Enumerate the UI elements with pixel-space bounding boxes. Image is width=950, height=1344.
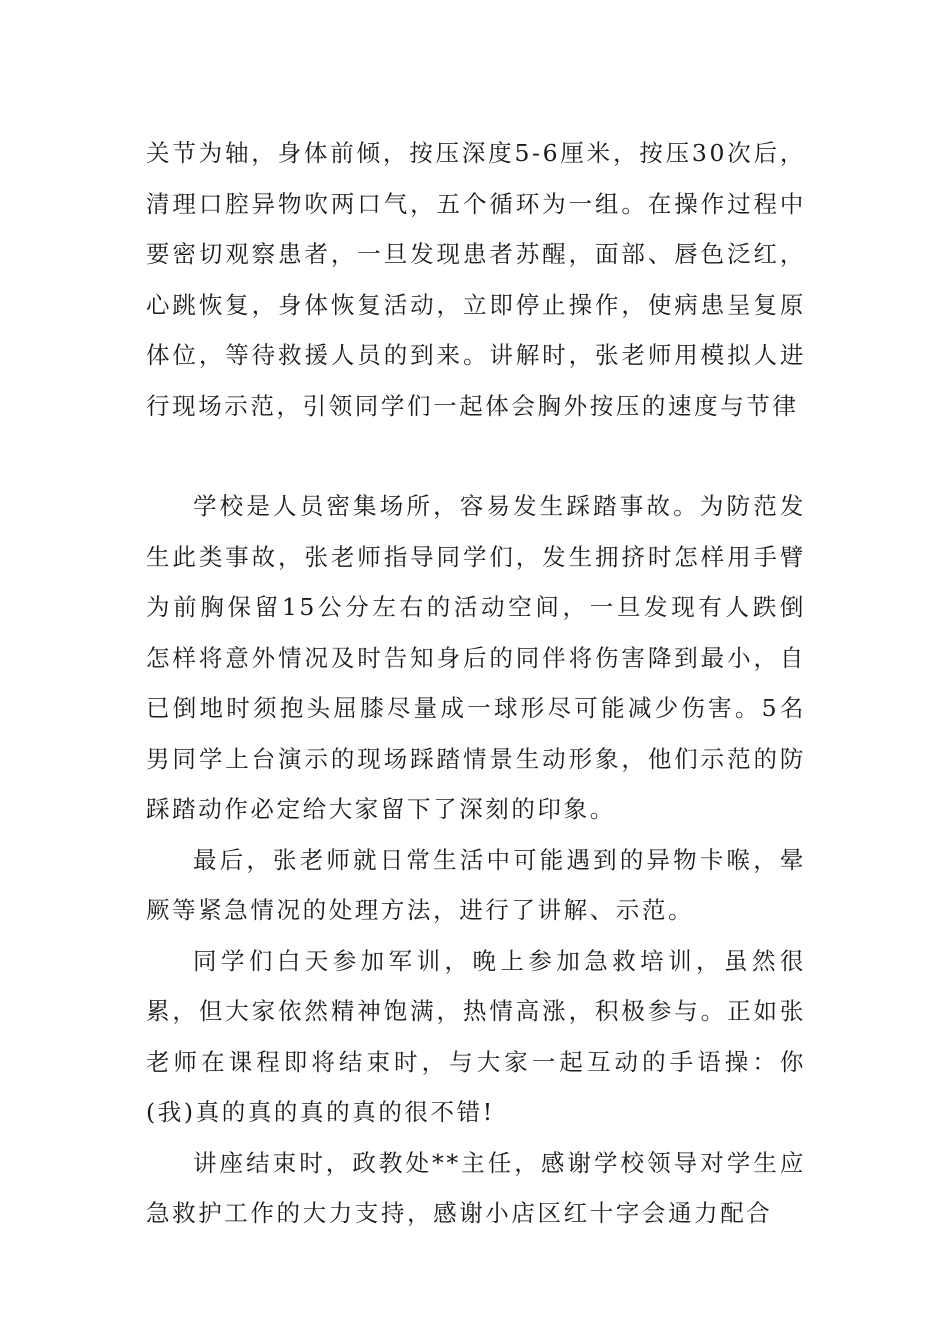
document-body: [146, 128, 806, 1239]
paragraph-stampede-prevention: 学校是人员密集场所，容易发生踩踏事故。为防范发生此类事故，张老师指导同学们，发生拥挤时怎样用手臂为前胸保留15公分左右的活动空间，一旦发现有人跌倒怎样将意外情况及时告知身后的同伴将伤害降到最小，自已倒地时须抱头屈膝尽量成一球形尽可能减少伤害。5名男同学上台演示的现场踩踏情景生动形象，他们示范的防踩踏动作必定给大家留下了深刻的印象。: [146, 492, 806, 823]
paragraph-cpr-continuation: 关节为轴，身体前倾，按压深度5-6厘米，按压30次后，清理口腔异物吹两口气，五个循环为一组。在操作过程中要密切观察患者，一旦发现患者苏醒，面部、唇色泛红，心跳恢复，身体恢复活动，立即停止操作，使病患呈复原体位，等待救援人员的到来。讲解时，张老师用模拟人进行现场示范，引领同学们一起体会胸外按压的速度与节律: [146, 139, 806, 420]
paragraph-closing-remarks: 讲座结束时，政教处**主任，感谢学校领导对学生应急救护工作的大力支持，感谢小店区红十字会通力配合: [146, 1148, 806, 1227]
paragraph-gap: [146, 431, 806, 481]
paragraph-choking-fainting: 最后，张老师就日常生活中可能遇到的异物卡喉，晕厥等紧急情况的处理方法，进行了讲解、示范。: [146, 845, 806, 924]
paragraph-student-participation: 同学们白天参加军训，晚上参加急救培训，虽然很累，但大家依然精神饱满，热情高涨，积极参与。正如张老师在课程即将结束时，与大家一起互动的手语操：你(我)真的真的真的真的很不错!: [146, 946, 806, 1126]
